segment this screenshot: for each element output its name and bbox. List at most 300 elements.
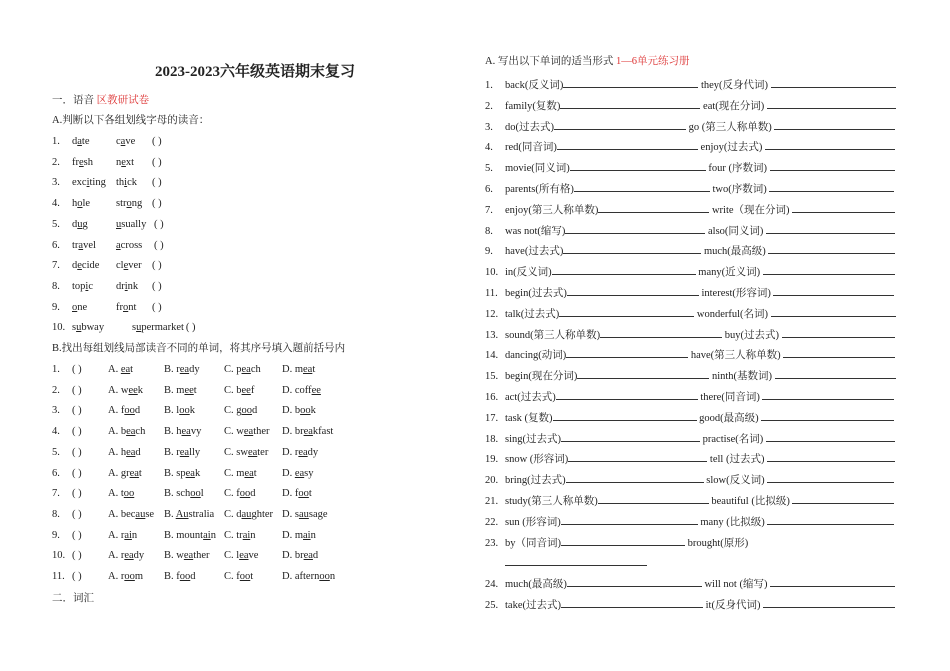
- phonics-item: [52, 280, 162, 294]
- prompt-a: bring(过去式): [505, 475, 566, 487]
- word-prefix: tr: [72, 239, 79, 251]
- option-d: [282, 425, 342, 439]
- word-prefix: br: [294, 426, 304, 438]
- underlined-letters: a: [78, 239, 84, 251]
- word-1: [72, 280, 116, 294]
- word-suffix: sually: [121, 218, 147, 230]
- prompt-a: do(过去式): [505, 121, 554, 133]
- word-prefix: l: [176, 405, 180, 417]
- word-2: [116, 197, 150, 211]
- word-form-item: [485, 181, 894, 197]
- word-suffix: kfast: [312, 426, 334, 438]
- prompt-b: beautiful (比拟级): [708, 496, 793, 507]
- option-letter: C.: [224, 467, 237, 479]
- item-number: 6.: [52, 239, 60, 251]
- item-number: 1.: [52, 136, 60, 147]
- word-prefix: r: [120, 571, 125, 582]
- answer-parentheses: ( ): [72, 446, 82, 458]
- underlined-letters: u: [76, 322, 82, 334]
- word-prefix: h: [120, 446, 127, 458]
- section-2-heading: 二．词汇: [52, 593, 94, 604]
- word-prefix: sw: [236, 446, 248, 458]
- option-a: [108, 384, 164, 398]
- word-prefix: br: [294, 550, 304, 562]
- option-a: [108, 446, 164, 460]
- word-suffix: k: [194, 467, 201, 479]
- word-prefix: c: [116, 136, 121, 147]
- prompt-a: was not(缩写): [505, 225, 566, 237]
- word-prefix: aftern: [294, 571, 320, 582]
- option-letter: D.: [282, 467, 295, 479]
- option-letter: A.: [108, 384, 121, 396]
- underlined-letters: u: [77, 218, 83, 230]
- word-suffix: ther: [193, 550, 210, 562]
- word-suffix: ver: [128, 260, 142, 272]
- word-prefix: sch: [176, 488, 191, 500]
- word-form-item: [485, 410, 894, 426]
- underlined-letters: oo: [241, 405, 253, 417]
- word-prefix: f: [176, 571, 180, 582]
- option-letter: B.: [164, 550, 177, 562]
- prompt-b: interest(形容词): [698, 288, 774, 299]
- answer-blank-a: [574, 181, 710, 192]
- option-c: [224, 384, 282, 398]
- word-prefix: t: [120, 488, 124, 500]
- word-prefix: p: [236, 364, 242, 375]
- underlined-letters: ea: [298, 446, 308, 458]
- answer-blank-a: [567, 576, 702, 587]
- word-suffix: ck: [127, 177, 138, 189]
- word-form-item: [485, 327, 895, 343]
- word-prefix: w: [176, 550, 184, 562]
- answer-blank-b: [783, 347, 895, 358]
- item-number: 2.: [52, 156, 60, 168]
- option-letter: C.: [224, 446, 237, 458]
- word-suffix: ter: [257, 446, 269, 458]
- option-letter: C.: [224, 426, 237, 438]
- answer-blank-a: [552, 264, 696, 275]
- word-suffix: te: [81, 136, 90, 147]
- prompt-a: sun (形容词): [505, 516, 561, 528]
- word-prefix: g: [236, 405, 242, 417]
- prompt-a: enjoy(第三人称单数): [505, 204, 599, 216]
- word-form-item: [485, 160, 895, 176]
- prompt-a: much(最高级): [505, 579, 567, 591]
- answer-parentheses: ( ): [152, 260, 162, 272]
- underlined-letters: ea: [243, 426, 254, 438]
- option-a: [108, 508, 164, 522]
- item-number: 7.: [485, 204, 493, 216]
- prompt-a: in(反义词): [505, 267, 552, 279]
- word-prefix: cl: [116, 260, 124, 272]
- word-suffix: t: [138, 467, 142, 479]
- answer-blank-b: [767, 98, 896, 109]
- prompt-a: dancing(动词): [505, 350, 567, 362]
- option-c: [224, 549, 282, 563]
- prompt-b: much(最高级): [701, 246, 769, 258]
- underlined-letters: ea: [126, 426, 136, 438]
- word-suffix: dy: [189, 364, 200, 375]
- word-prefix: gr: [120, 467, 130, 479]
- word-prefix: d: [72, 136, 78, 147]
- word-prefix: b: [236, 384, 242, 396]
- prompt-a: begin(现在分词): [505, 371, 578, 383]
- item-number: 23.: [485, 537, 499, 549]
- prompt-a: sing(过去式): [505, 433, 561, 445]
- prompt-b: tell (过去式): [707, 454, 768, 466]
- underlined-letters: ea: [241, 364, 251, 375]
- word-prefix: fr: [72, 156, 79, 168]
- word-suffix: cide: [81, 260, 100, 272]
- word-2: [116, 259, 150, 273]
- word-suffix: vel: [83, 239, 96, 251]
- item-number: 8.: [52, 508, 60, 520]
- prompt-b: wonderful(名词): [694, 308, 771, 320]
- answer-parentheses: ( ): [152, 301, 162, 313]
- answer-blank-b: [771, 306, 896, 317]
- option-letter: D.: [282, 571, 295, 582]
- answer-blank-a: [561, 431, 700, 442]
- word-form-item: [485, 347, 895, 363]
- word-suffix: ther: [253, 426, 270, 438]
- item-number: 3.: [52, 405, 60, 417]
- option-d: [282, 508, 342, 522]
- word-form-item: [485, 597, 895, 613]
- option-a: [108, 404, 164, 418]
- word-form-item: [485, 368, 896, 384]
- underlined-letters: i: [124, 177, 128, 189]
- word-suffix: t: [130, 364, 134, 375]
- word-prefix: m: [294, 364, 304, 375]
- option-c: [224, 529, 282, 543]
- underlined-letters: oo: [300, 405, 311, 417]
- option-letter: D.: [282, 426, 295, 438]
- option-d: [282, 529, 342, 543]
- item-number: 19.: [485, 454, 499, 466]
- prompt-a: parents(所有格): [505, 184, 574, 195]
- odd-one-out-item: [52, 404, 342, 418]
- option-b: [164, 384, 224, 398]
- prompt-a: talk(过去式): [505, 308, 560, 320]
- word-1: [72, 197, 116, 211]
- phonics-item: [52, 239, 164, 253]
- underlined-letters: au: [135, 508, 146, 520]
- word-form-item: [485, 514, 894, 530]
- underlined-letters: ee: [184, 384, 194, 396]
- option-letter: C.: [224, 384, 237, 396]
- word-suffix: d: [252, 405, 258, 417]
- word-suffix: m: [134, 571, 144, 582]
- phonics-item: [52, 197, 162, 211]
- underlined-letters: a: [77, 136, 82, 147]
- option-d: [282, 570, 342, 584]
- answer-blank-a: [570, 160, 706, 171]
- word-suffix: le: [82, 198, 91, 210]
- item-number: 3.: [52, 177, 60, 189]
- option-b: [164, 363, 224, 377]
- underlined-letters: ee: [128, 384, 138, 396]
- underlined-letters: ee: [241, 384, 251, 396]
- answer-blank-a: [556, 389, 698, 400]
- word-2: [116, 301, 150, 315]
- phonics-item: [52, 176, 162, 190]
- item-number: 9.: [52, 529, 60, 541]
- underlined-letters: ea: [129, 467, 139, 479]
- word-suffix: ch: [135, 426, 146, 438]
- option-letter: C.: [224, 571, 237, 582]
- prompt-a: family(复数): [505, 100, 561, 112]
- option-letter: A.: [108, 508, 121, 520]
- answer-blank-b: [773, 285, 894, 296]
- word-2: [116, 218, 152, 232]
- word-suffix: xt: [125, 156, 135, 168]
- prompt-a: back(反义词): [505, 80, 564, 91]
- word-prefix: d: [72, 260, 78, 272]
- option-letter: B.: [164, 426, 177, 438]
- answer-blank-b: [765, 139, 895, 150]
- item-number: 2.: [52, 384, 60, 396]
- word-prefix: str: [116, 198, 127, 210]
- underlined-letters: u: [136, 322, 142, 334]
- underlined-letters: oo: [239, 571, 251, 582]
- answer-parentheses: ( ): [72, 426, 82, 438]
- word-prefix: tr: [236, 529, 243, 541]
- option-letter: D.: [282, 405, 295, 417]
- underlined-letters: ea: [181, 426, 191, 438]
- word-suffix: n: [329, 571, 336, 582]
- item-number: 11.: [485, 288, 498, 299]
- word-prefix: r: [120, 529, 125, 541]
- word-form-item: [485, 389, 894, 405]
- odd-one-out-item: [52, 467, 342, 481]
- option-c: [224, 508, 282, 522]
- item-number: 15.: [485, 371, 499, 383]
- phonics-item: [52, 218, 164, 232]
- option-letter: C.: [224, 550, 237, 562]
- word-form-item: [485, 306, 896, 322]
- option-letter: A.: [108, 405, 121, 417]
- option-b: [164, 529, 224, 543]
- underlined-letters: u: [116, 218, 122, 230]
- option-letter: D.: [282, 364, 295, 375]
- word-suffix: permarket: [141, 322, 184, 334]
- answer-parentheses: ( ): [72, 571, 82, 582]
- option-letter: A.: [108, 488, 121, 500]
- answer-blank-a: [577, 368, 709, 379]
- phonics-item: [52, 301, 162, 315]
- answer-parentheses: ( ): [72, 488, 82, 500]
- word-prefix: sp: [176, 467, 186, 479]
- item-number: 13.: [485, 329, 499, 341]
- word-suffix: n: [250, 529, 256, 541]
- underlined-letters: ai: [203, 529, 211, 541]
- odd-one-out-item: [52, 384, 342, 398]
- underlined-letters: ea: [124, 550, 134, 562]
- prompt-b: slow(反义词): [703, 475, 768, 487]
- word-prefix: r: [294, 446, 299, 458]
- option-d: [282, 549, 342, 563]
- word-suffix: d: [190, 571, 196, 582]
- word-prefix: n: [116, 156, 122, 168]
- answer-blank-b: [770, 576, 895, 587]
- underlined-letters: au: [298, 508, 309, 520]
- option-letter: D.: [282, 550, 295, 562]
- item-number: 14.: [485, 350, 499, 362]
- underlined-letters: o: [77, 198, 83, 210]
- underlined-letters: ai: [124, 529, 132, 541]
- odd-one-out-item: [52, 529, 342, 543]
- option-a: [108, 425, 164, 439]
- option-letter: D.: [282, 384, 295, 396]
- option-letter: B.: [164, 529, 177, 541]
- prompt-a: have(过去式): [505, 246, 564, 258]
- answer-blank-b: [767, 514, 894, 525]
- word-form-item-continuation: [505, 555, 647, 571]
- underlined-letters: ea: [120, 364, 131, 375]
- word-suffix: se: [145, 508, 155, 520]
- answer-parentheses: ( ): [185, 322, 196, 334]
- part-a-instruction: A.判断以下各组划线字母的读音：: [52, 115, 210, 126]
- underlined-letters: oo: [319, 571, 330, 582]
- answer-blank-a: [568, 451, 707, 462]
- option-b: [164, 446, 224, 460]
- answer-parentheses: ( ): [72, 529, 82, 541]
- option-d: [282, 487, 342, 501]
- odd-one-out-item: [52, 363, 342, 377]
- answer-blank-a: [554, 119, 686, 130]
- word-prefix: f: [294, 488, 299, 500]
- answer-blank-a: [560, 98, 700, 109]
- word-suffix: ve: [125, 136, 136, 147]
- underlined-letters: i: [86, 177, 90, 189]
- answer-blank-b: [774, 119, 895, 130]
- option-b: [164, 487, 224, 501]
- item-number: 25.: [485, 600, 499, 611]
- item-number: 12.: [485, 308, 499, 320]
- answer-blank-a: [567, 285, 699, 296]
- item-number: 10.: [52, 550, 66, 562]
- part-b-instruction: B.找出每组划线局部读音不同的单词，将其序号填入题前括号内: [52, 343, 346, 354]
- prompt-a: begin(过去式): [505, 288, 567, 299]
- answer-parentheses: ( ): [72, 384, 82, 396]
- word-suffix: ting: [89, 177, 106, 189]
- word-prefix: s: [132, 322, 137, 334]
- underlined-letters: oo: [124, 405, 135, 417]
- option-letter: C.: [224, 364, 237, 375]
- word-prefix: bec: [120, 508, 136, 520]
- option-a: [108, 363, 164, 377]
- prompt-a: sound(第三人称单数): [505, 329, 601, 341]
- option-letter: B.: [164, 446, 177, 458]
- phonics-item: [52, 259, 162, 273]
- prompt-b: two(序数词): [709, 184, 770, 195]
- option-letter: D.: [282, 529, 295, 541]
- item-number: 5.: [52, 218, 60, 230]
- word-suffix: ve: [248, 550, 259, 562]
- option-c: [224, 404, 282, 418]
- word-prefix: coff: [294, 384, 312, 396]
- underlined-letters: ea: [239, 550, 249, 562]
- word-suffix: t: [308, 488, 312, 500]
- odd-one-out-item: [52, 508, 342, 522]
- underlined-letters: ea: [303, 550, 313, 562]
- underlined-letters: ea: [244, 467, 254, 479]
- word-1: [72, 176, 116, 190]
- word-suffix: dy: [133, 550, 145, 562]
- prompt-b: there(同音词): [697, 392, 763, 403]
- item-number: 9.: [485, 246, 493, 258]
- prompt-b: brought(原形): [685, 537, 749, 549]
- word-suffix: l: [200, 488, 204, 500]
- prompt-a: red(同音词): [505, 142, 557, 154]
- word-prefix: f: [236, 571, 240, 582]
- option-c: [224, 363, 282, 377]
- word-prefix: d: [236, 508, 242, 520]
- answer-blank-a: [561, 597, 703, 608]
- answer-blank-a: [566, 347, 688, 358]
- word-suffix: ghter: [251, 508, 274, 520]
- prompt-b: they(反身代词): [698, 80, 771, 91]
- item-number: 4.: [52, 198, 60, 210]
- item-number: 10.: [52, 322, 66, 334]
- word-suffix: dy: [307, 446, 319, 458]
- prompt-a: study(第三人称单数): [505, 496, 598, 507]
- underlined-letters: ea: [303, 364, 313, 375]
- underlined-letters: oo: [239, 488, 251, 500]
- answer-parentheses: ( ): [152, 136, 162, 147]
- section-a-note: 1—6单元练习册: [615, 56, 690, 67]
- underlined-letters: ee: [311, 384, 321, 396]
- word-suffix: f: [250, 384, 255, 396]
- option-d: [282, 467, 342, 481]
- answer-parentheses: ( ): [72, 550, 82, 562]
- item-number: 1.: [52, 364, 60, 375]
- prompt-a: by（同音词): [505, 537, 561, 549]
- underlined-letters: e: [77, 260, 82, 272]
- word-prefix: m: [176, 384, 185, 396]
- word-prefix: r: [120, 550, 125, 562]
- underlined-letters: ea: [303, 426, 313, 438]
- prompt-b: eat(现在分词): [700, 100, 767, 112]
- option-letter: C.: [224, 508, 237, 520]
- prompt-b: also(同义词): [705, 225, 767, 237]
- underlined-letters: e: [123, 260, 129, 272]
- word-prefix: r: [176, 446, 180, 458]
- underlined-letters: ai: [303, 529, 311, 541]
- word-suffix: sh: [83, 156, 94, 168]
- word-form-item: [485, 77, 896, 93]
- answer-parentheses: ( ): [72, 467, 82, 479]
- answer-parentheses: ( ): [152, 198, 162, 210]
- underlined-letters: ea: [183, 550, 194, 562]
- item-number: 4.: [485, 142, 493, 154]
- answer-blank-b: [771, 77, 896, 88]
- option-c: [224, 446, 282, 460]
- option-letter: B.: [164, 508, 176, 520]
- underlined-letters: ai: [242, 529, 251, 541]
- section-1-heading: [52, 94, 149, 108]
- underlined-letters: ea: [247, 446, 258, 458]
- answer-blank-a: [561, 535, 685, 546]
- underlined-letters: oo: [123, 488, 135, 500]
- section-1-label: 一．语音: [52, 95, 94, 106]
- word-suffix: stralia: [188, 508, 215, 520]
- word-1: [72, 239, 116, 253]
- option-c: [224, 467, 282, 481]
- option-letter: B.: [164, 571, 177, 582]
- odd-one-out-item: [52, 570, 342, 584]
- answer-blank-b: [767, 451, 895, 462]
